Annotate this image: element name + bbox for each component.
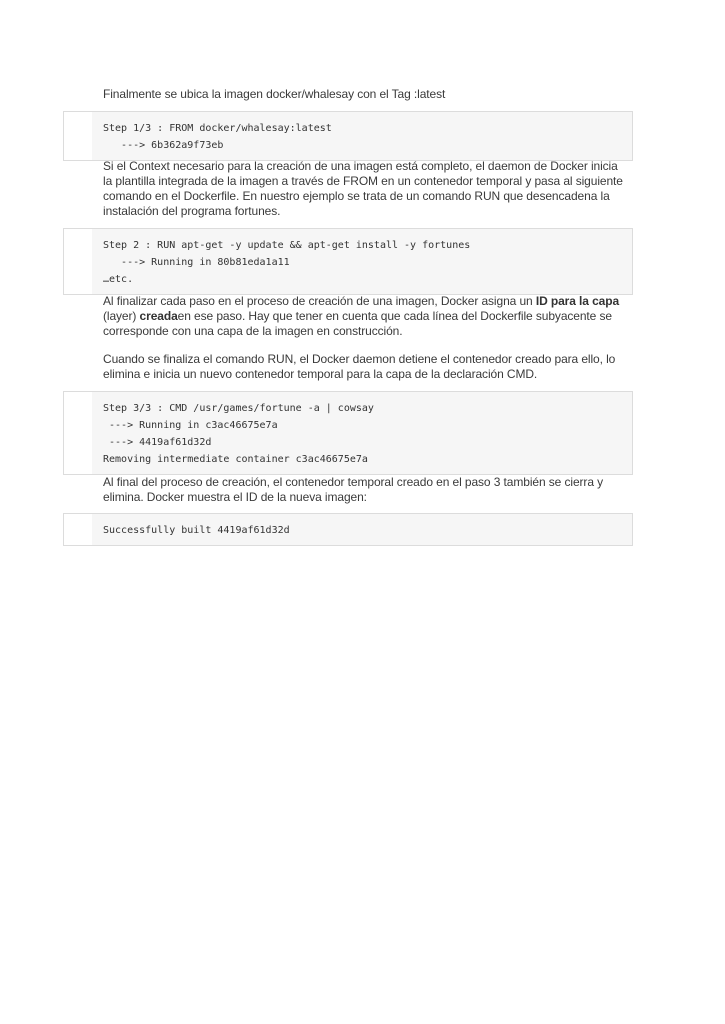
text: Al finalizar cada paso en el proceso de creación de una imagen, Docker asigna un xyxy=(103,294,536,308)
code-line: …etc. xyxy=(103,274,134,285)
bold-text: ID para la capa xyxy=(535,294,620,308)
paragraph-intro: Finalmente se ubica la imagen docker/whalesay con el Tag :latest xyxy=(103,87,446,101)
code-block-step2 xyxy=(63,228,633,295)
text: (layer) xyxy=(103,309,140,323)
code-line: ---> Running in 80b81eda1a11 xyxy=(103,257,290,268)
code-block-step1 xyxy=(63,111,633,161)
code-line: Successfully built 4419af61d32d xyxy=(103,525,290,536)
code-block-result xyxy=(63,513,633,546)
code-line: Step 1/3 : FROM docker/whalesay:latest xyxy=(103,123,332,134)
code-line: ---> Running in c3ac46675e7a xyxy=(103,420,278,431)
code-line: Step 2 : RUN apt-get -y update && apt-get install -y fortunes xyxy=(103,240,471,251)
code-line: ---> 4419af61d32d xyxy=(103,437,212,448)
text: en ese paso. Hay que tener en cuenta que cada línea del Dockerfile subyacente se corresponde con una capa de la imagen en construcción. xyxy=(103,309,612,338)
paragraph-layer-id xyxy=(103,294,623,339)
code-block-step3 xyxy=(63,391,633,475)
bold-text: creada xyxy=(139,309,178,323)
paragraph-run-finish: Cuando se finaliza el comando RUN, el Docker daemon detiene el contenedor creado para ello, lo elimina e inicia un nuevo contenedor temporal para la capa de la declaración CMD. xyxy=(103,352,616,381)
paragraph-final: Al final del proceso de creación, el contenedor temporal creado en el paso 3 también se cierra y elimina. Docker muestra el ID de la nueva imagen: xyxy=(103,475,604,504)
code-line: ---> 6b362a9f73eb xyxy=(103,140,224,151)
code-line: Step 3/3 : CMD /usr/games/fortune -a | cowsay xyxy=(103,403,374,414)
paragraph-context: Si el Context necesario para la creación de una imagen está completo, el daemon de Docker inicia la plantilla integrada de la imagen a través de FROM en un contenedor temporal y pasa al siguiente comando en el Dockerfile. En nuestro ejemplo se trata de un comando RUN que desencadena la instalación del programa fortunes. xyxy=(103,159,623,218)
code-line: Removing intermediate container c3ac46675e7a xyxy=(103,454,368,465)
